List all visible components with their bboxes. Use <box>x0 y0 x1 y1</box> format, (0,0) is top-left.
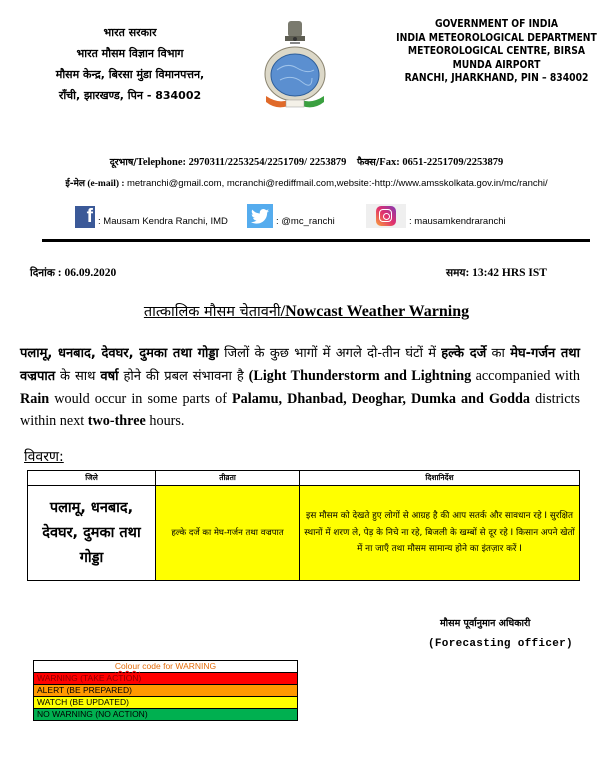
legend-title-word: Colour <box>114 661 140 671</box>
para-text: hours. <box>145 413 185 429</box>
para-duration-en: two-three <box>87 413 146 429</box>
email-label-hi: ई-मेल <box>65 179 85 189</box>
legend-row-alert: ALERT (BE PREPARED) <box>34 684 297 696</box>
para-text: would occur in some parts of <box>49 391 232 407</box>
details-label: विवरण: <box>24 449 64 465</box>
header-english-line: RANCHI, JHARKHAND, PIN – 834002 <box>404 72 589 84</box>
twitter-label: : @mc_ranchi <box>276 216 335 227</box>
telephone-value: 2970311/2253254/2251709/ 2253879 <box>188 157 347 168</box>
para-text: जिलों के कुछ भागों में अगले दो-तीन घंटों में <box>218 346 442 361</box>
header-hindi-line: भारत मौसम विज्ञान विभाग <box>76 47 184 60</box>
imd-emblem-icon <box>262 18 328 113</box>
legend-row-warning: WARNING (TAKE ACTION) <box>34 672 297 684</box>
para-rain-en: Rain <box>20 391 50 407</box>
contact-email-website <box>0 176 613 189</box>
facebook-label: : Mausam Kendra Ranchi, IMD <box>98 216 228 227</box>
cell-advisory: इस मौसम को देखते हुए लोगों से आग्रह है की आप सतर्क और सावधान रहे I सुरक्षित स्थानों में शरण ले, पेड़ के निचे ना रहे, बिजली के खम्बों से दूर रहे I किसान अपने खेतों में ना जाएँ तथा मौसम सामान्य होने का इंतज़ार करें I <box>300 486 580 581</box>
header-english <box>394 18 599 86</box>
para-text: होने की प्रबल संभावना है <box>118 369 249 384</box>
header-hindi-line: राँची, झारखण्ड, पिन - 834002 <box>58 89 202 102</box>
cell-intensity: हल्के दर्जे का मेघ-गर्जन तथा वज्रपात <box>156 486 300 581</box>
date-label: दिनांक <box>30 267 55 279</box>
time-label: समय <box>446 267 466 279</box>
title-hindi: तात्कालिक मौसम चेतावनी <box>143 304 281 320</box>
email-label: (e-mail) : <box>84 179 127 189</box>
para-rain-hi: वर्षा <box>100 369 119 384</box>
para-text: accompanied with <box>471 368 581 384</box>
social-facebook[interactable] <box>75 200 228 228</box>
header-hindi <box>10 22 250 106</box>
contact-phone-fax <box>0 155 613 168</box>
date <box>30 266 116 280</box>
header-english-line: METEOROLOGICAL CENTRE, BIRSA MUNDA AIRPORT <box>407 45 586 71</box>
table-header-advisory: दिशानिर्देश <box>300 471 580 486</box>
page-title <box>0 301 613 321</box>
cell-districts: पलामू, धनबाद, देवघर, दुमका तथा गोड्डा <box>28 486 156 581</box>
para-text: districts within next <box>20 391 580 429</box>
table-row <box>28 486 580 581</box>
date-value: : 06.09.2020 <box>54 267 117 279</box>
time <box>446 266 547 280</box>
para-text: का <box>486 346 511 361</box>
social-instagram[interactable] <box>366 200 506 228</box>
header-divider <box>42 239 590 242</box>
title-english: /Nowcast Weather Warning <box>280 303 470 320</box>
para-phenomenon-hi: मेघ-गर्जन तथा वज्रपात <box>20 346 580 384</box>
fax-value: 0651-2251709/2253879 <box>402 157 504 168</box>
signature-hindi: मौसम पूर्वानुमान अधिकारी <box>440 618 531 629</box>
para-districts-hi: पलामू, धनबाद, देवघर, दुमका तथा गोड्डा <box>20 346 219 361</box>
colour-code-legend <box>33 660 298 721</box>
legend-row-no-warning: NO WARNING (NO ACTION) <box>34 708 297 720</box>
telephone-label-hi: दूरभाष/ <box>109 157 137 168</box>
para-districts-en: Palamu, Dhanbad, Deoghar, Dumka and Godda <box>232 391 530 407</box>
warning-table <box>27 470 580 581</box>
warning-paragraph <box>20 342 580 432</box>
facebook-icon: f <box>75 206 95 228</box>
table-header-intensity: तीव्रता <box>156 471 300 486</box>
email-website-links[interactable]: metranchi@gmail.com, mcranchi@rediffmail.com,website:-http://www.amsskolkata.gov.in/mc/ranchi/ <box>126 178 548 189</box>
twitter-icon <box>247 204 273 228</box>
header-english-line: INDIA METEOROLOGICAL DEPARTMENT <box>396 31 597 44</box>
legend-title <box>34 661 297 672</box>
instagram-icon <box>366 204 406 228</box>
legend-row-watch: WATCH (BE UPDATED) <box>34 696 297 708</box>
para-text: के साथ <box>55 369 101 384</box>
legend-title-rest: code for WARNING <box>139 661 217 671</box>
social-twitter[interactable] <box>247 200 335 228</box>
header-hindi-line: भारत सरकार <box>103 26 157 39</box>
para-phenomenon-en: (Light Thunderstorm and Lightning <box>248 368 472 384</box>
fax-label: Fax: <box>379 157 403 168</box>
table-header-districts: जिले <box>28 471 156 486</box>
header-hindi-line: मौसम केन्द्र, बिरसा मुंडा विमानपत्तन, <box>55 68 205 81</box>
instagram-label: : mausamkendraranchi <box>409 216 506 227</box>
time-value: : 13:42 HRS IST <box>465 267 547 279</box>
telephone-label: Telephone: <box>136 157 189 168</box>
fax-label-hi: फैक्स/ <box>356 157 380 168</box>
para-intensity-hi: हल्के दर्जे <box>441 346 487 361</box>
header-english-line: GOVERNMENT OF INDIA <box>434 18 559 30</box>
signature-english: (Forecasting officer) <box>428 638 573 650</box>
